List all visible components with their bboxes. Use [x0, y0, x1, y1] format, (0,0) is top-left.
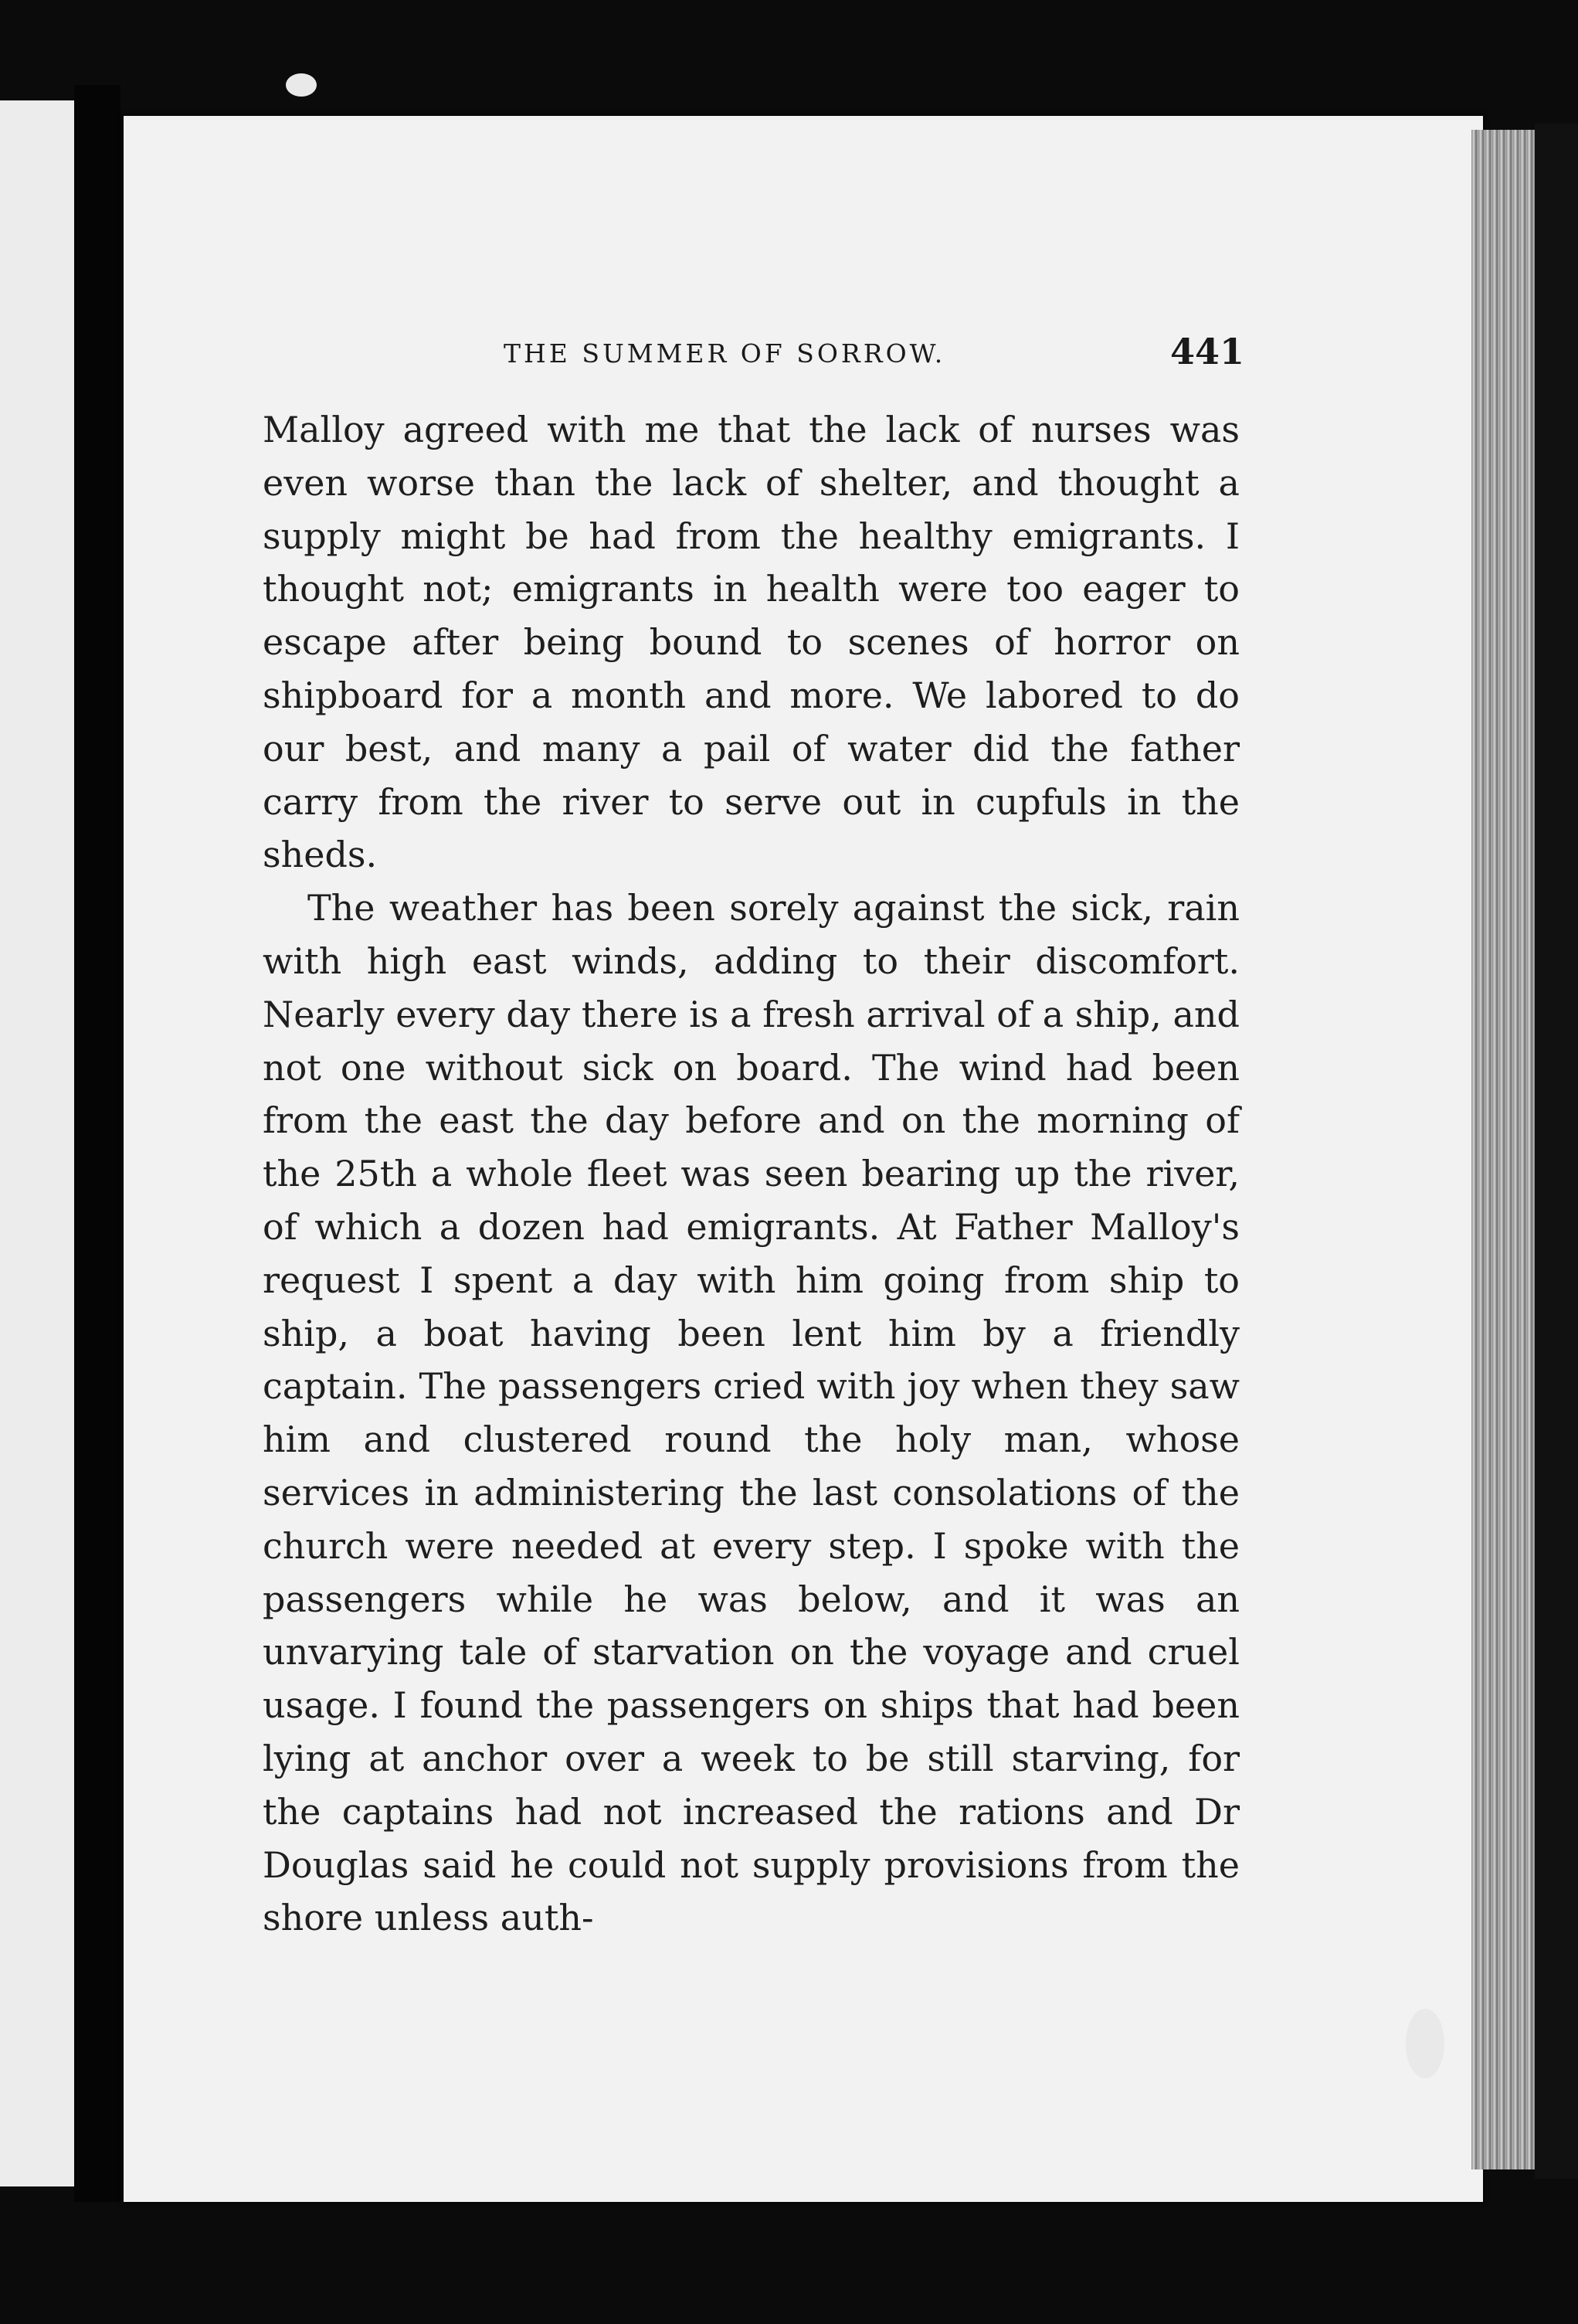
- running-head: THE SUMMER OF SORROW.: [504, 338, 946, 369]
- page-body: [263, 403, 1240, 1945]
- paragraph: The weather has been sorely against the sick, rain with high east winds, adding to their discomfort. Nearly every day there is a fresh arrival of a ship, and not one without sick on board. The wind had been from the east the day before and on the morning of the 25th a whole fleet was seen bearing up the river, of which a dozen had emigrants. At Father Malloy's request I spent a day with him going from ship to ship, a boat having been lent him by a friendly captain. The passengers cried with joy when they saw him and clustered round the holy man, whose services in administering the last consolations of the church were needed at every step. I spoke with the passengers while he was below, and it was an unvarying tale of starvation on the voyage and cruel usage. I found the passengers on ships that had been lying at anchor over a week to be still starving, for the captains had not increased the rations and Dr Douglas said he could not supply provisions from the shore unless auth-: [263, 887, 1240, 1939]
- page-number: 441: [1170, 331, 1245, 372]
- left-page-fragment: [0, 100, 74, 2186]
- paragraph: Malloy agreed with me that the lack of nurses was even worse than the lack of shelter, and thought a supply might be had from the healthy emigrants. I thought not; emigrants in health were too eager to escape after being bound to scenes of horror on shipboard for a month and more. We labored to do our best, and many a pail of water did the father carry from the river to serve out in cupfuls in the sheds.: [263, 409, 1240, 876]
- page-edges: [1471, 130, 1535, 2169]
- page-edge-shadow: [1535, 124, 1578, 2179]
- scan-speck: [286, 73, 317, 97]
- scan-speck: [1406, 2009, 1444, 2078]
- page-gutter-shadow: [74, 85, 120, 2202]
